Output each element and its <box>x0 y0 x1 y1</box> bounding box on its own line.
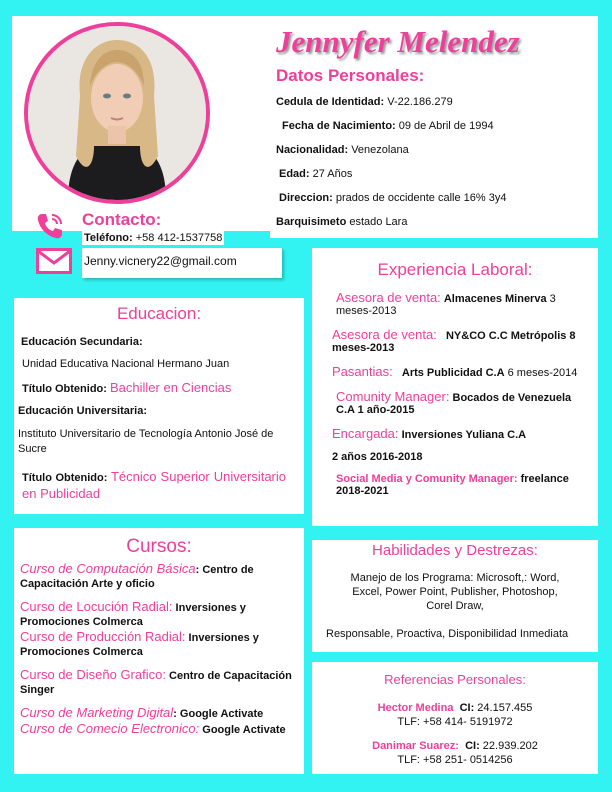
course-name: Curso de Computación Básica <box>20 561 196 576</box>
personal-label: Direccion: <box>279 192 333 204</box>
personal-value: prados de occidente calle 16% 3y4 <box>335 192 507 204</box>
job-company: Almacenes Minerva <box>443 293 547 305</box>
university-label: Educación Universitaria: <box>18 405 147 417</box>
course-name: Curso de Locución Radial: <box>20 599 173 614</box>
course-name: Curso de Diseño Grafico: <box>20 667 166 682</box>
personal-data-list <box>276 96 506 238</box>
personal-label: Cedula de Identidad: <box>276 96 385 108</box>
job-duration: 6 meses-2014 <box>507 367 578 379</box>
personal-data-title: Datos Personales: <box>276 66 425 85</box>
experience-item: 2 años 2016-2018 <box>332 451 423 463</box>
course-place: Inversiones y Promociones Colmerca <box>20 602 246 628</box>
skills-soft: Responsable, Proactiva, Disponibilidad Inmediata <box>326 628 569 640</box>
reference-name: Danimar Suarez: <box>372 740 459 752</box>
job-duration: 3 meses-2013 <box>336 293 556 317</box>
job-company: Inversiones Yuliana C.A <box>401 429 527 441</box>
personal-value: estado Lara <box>349 216 408 228</box>
course-item <box>20 562 298 591</box>
skills-panel <box>312 540 598 652</box>
course-item <box>20 722 298 737</box>
personal-data-panel <box>270 16 598 238</box>
university-school: Instituto Universitario de Tecnología Antonio José de Sucre <box>18 428 274 455</box>
experience-item <box>332 327 578 354</box>
course-item <box>20 600 298 629</box>
reference-item <box>312 739 598 753</box>
personal-value: V-22.186.279 <box>387 96 453 108</box>
reference-ci-label: CI: <box>465 740 480 752</box>
contact-phone <box>82 231 224 245</box>
course-item <box>20 706 298 721</box>
secondary-label: Educación Secundaria: <box>21 336 143 348</box>
education-title: Educacion: <box>116 304 202 323</box>
references-panel <box>312 662 598 774</box>
course-item <box>20 668 298 697</box>
skills-title: Habilidades y Destrezas: <box>372 542 538 559</box>
secondary-school: Unidad Educativa Nacional Hermano Juan <box>22 358 230 370</box>
reference-name: Hector Medina <box>377 702 454 714</box>
course-separator: : <box>173 708 177 720</box>
personal-value: 27 Años <box>312 168 353 180</box>
personal-value: 09 de Abril de 1994 <box>398 120 494 132</box>
course-place: Google Activate <box>179 708 264 720</box>
portrait-illustration <box>28 26 206 200</box>
reference-ci: 22.939.202 <box>482 740 538 752</box>
experience-item <box>332 290 578 317</box>
experience-item <box>332 473 578 497</box>
skills-software: Manejo de los Programa: Microsoft,: Word, Excel, Power Point, Publisher, Photoshop, Corel Draw, <box>350 572 560 612</box>
personal-label: Barquisimeto <box>276 216 347 228</box>
reference-ci: 24.157.455 <box>477 702 533 714</box>
experience-title: Experiencia Laboral: <box>377 260 533 279</box>
job-company: freelance 2018-2021 <box>336 473 569 497</box>
reference-item <box>312 701 598 715</box>
contact-panel <box>12 210 306 286</box>
phone-value: +58 412-1537758 <box>135 232 223 244</box>
personal-value: Venezolana <box>351 144 409 156</box>
course-place: Google Activate <box>202 724 286 736</box>
profile-photo <box>24 22 210 204</box>
references-title: Referencias Personales: <box>384 672 526 687</box>
job-role: Asesora de venta: <box>336 290 441 305</box>
personal-label: Fecha de Nacimiento: <box>282 120 396 132</box>
photo-panel <box>12 16 270 231</box>
personal-label: Edad: <box>279 168 310 180</box>
job-role: Pasantias: <box>332 364 393 379</box>
email-address[interactable]: Jenny.vicnery22@gmail.com <box>82 248 282 278</box>
university-degree: Técnico Superior Universitario en Publicidad <box>22 469 286 501</box>
personal-row <box>276 192 506 216</box>
education-panel <box>14 298 304 514</box>
course-place: Inversiones y Promociones Colmerca <box>20 632 259 658</box>
course-separator: : <box>195 564 200 576</box>
course-place: Centro de Capacitación Arte y oficio <box>20 564 254 590</box>
experience-item <box>332 389 578 416</box>
courses-list <box>14 562 304 737</box>
person-name: Jennyfer Melendez <box>276 24 520 59</box>
personal-label: Nacionalidad: <box>276 144 349 156</box>
course-name: Curso de Marketing Digital <box>20 705 174 720</box>
university-degree-row <box>18 469 300 503</box>
job-role: Asesora de venta: <box>332 327 437 342</box>
education-content <box>14 336 304 503</box>
job-company: Arts Publicidad C.A <box>401 367 505 379</box>
personal-row <box>276 96 506 120</box>
reference-phone: TLF: +58 251- 0514256 <box>397 754 513 766</box>
experience-list <box>312 290 598 497</box>
courses-title: Cursos: <box>126 536 192 557</box>
job-role: Comunity Manager: <box>336 389 450 404</box>
degree-label: Título Obtenido: <box>22 472 108 484</box>
job-company: NY&CO C.C Metrópolis 8 meses-2013 <box>332 330 576 354</box>
personal-row <box>276 168 506 192</box>
courses-panel <box>14 528 304 774</box>
degree-label: Título Obtenido: <box>22 383 107 395</box>
experience-item <box>332 364 578 379</box>
course-name: Curso de Comecio Electronico: <box>20 721 200 736</box>
course-place: Centro de Capacitación Singer <box>20 670 292 696</box>
phone-label: Teléfono: <box>84 232 133 244</box>
job-company: Bocados de Venezuela C.A 1 año-2015 <box>336 392 572 416</box>
reference-ci-label: CI: <box>459 702 475 714</box>
secondary-degree: Bachiller en Ciencias <box>110 380 232 395</box>
secondary-degree-row <box>18 380 300 395</box>
email-icon <box>36 248 72 274</box>
personal-row <box>276 216 506 238</box>
course-item <box>20 630 298 659</box>
experience-panel <box>312 248 598 526</box>
references-list <box>312 701 598 767</box>
contact-title: Contacto: <box>82 210 162 229</box>
course-name: Curso de Producción Radial: <box>20 629 186 644</box>
experience-item <box>332 426 578 441</box>
phone-icon <box>34 210 66 242</box>
personal-row <box>276 144 506 168</box>
job-role: Encargada: <box>332 426 399 441</box>
job-role: Social Media y Comunity Manager: <box>336 473 518 485</box>
reference-phone: TLF: +58 414- 5191972 <box>397 716 513 728</box>
personal-row <box>276 120 506 144</box>
